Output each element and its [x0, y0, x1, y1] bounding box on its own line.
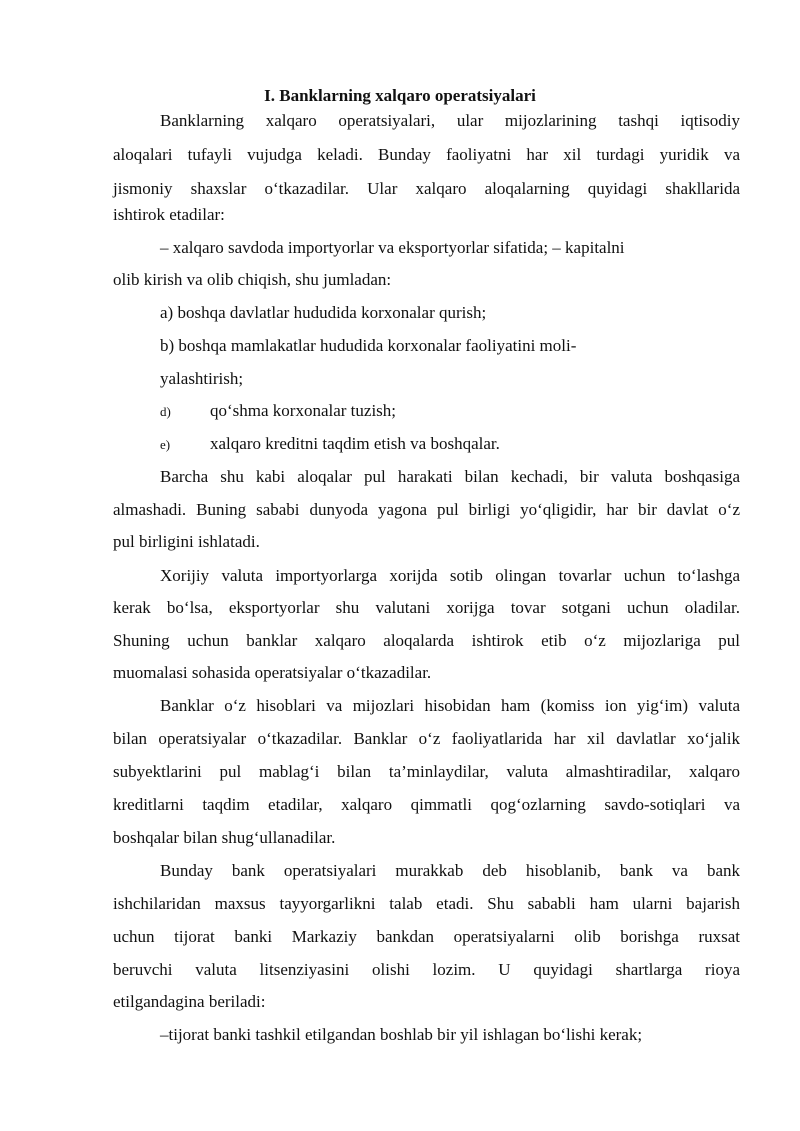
paragraph-line: Xorijiy valuta importyorlarga xorijda sotib olingan tovarlar uchun to‘lashga — [160, 566, 740, 585]
paragraph-line: olib kirish va olib chiqish, shu jumladan: — [113, 270, 392, 289]
paragraph-line: pul birligini ishlatadi. — [113, 532, 260, 551]
paragraph-line: beruvchi valuta litsenziyasini olishi lozim. U quyidagi shartlarga rioya — [113, 960, 740, 979]
paragraph-line: ishchilaridan maxsus tayyorgarlikni talab etadi. Shu sababli ham ularni bajarish — [113, 894, 740, 913]
paragraph-line: Banklar o‘z hisoblari va mijozlari hisobidan ham (komiss ion yig‘im) valuta — [160, 696, 740, 715]
paragraph-line: aloqalari tufayli vujudga keladi. Bunday faoliyatni har xil turdagi yuridik va — [113, 145, 740, 164]
paragraph-line: uchun tijorat banki Markaziy bankdan operatsiyalarni olib borishga ruxsat — [113, 927, 740, 946]
paragraph-line: subyektlarini pul mablag‘i bilan ta’minlaydilar, valuta almashtiradilar, xalqaro — [113, 762, 740, 781]
paragraph-line: Barcha shu kabi aloqalar pul harakati bilan kechadi, bir valuta boshqasiga — [160, 467, 740, 486]
paragraph-line: almashadi. Buning sababi dunyoda yagona pul birligi yo‘qligidir, har bir davlat o‘z — [113, 500, 740, 519]
paragraph-line: kreditlarni taqdim etadilar, xalqaro qimmatli qog‘ozlarning savdo-sotiqlari va — [113, 795, 740, 814]
paragraph-line: bilan operatsiyalar o‘tkazadilar. Banklar o‘z faoliyatlarida har xil davlatlar xo‘jalik — [113, 729, 740, 748]
paragraph-line: jismoniy shaxslar o‘tkazadilar. Ular xalqaro aloqalarning quyidagi shakllarida — [113, 179, 740, 198]
paragraph-line: –tijorat banki tashkil etilgandan boshlab bir yil ishlagan bo‘lishi kerak; — [160, 1025, 643, 1044]
list-marker-e: e) — [160, 437, 171, 452]
list-item-b: b) boshqa mamlakatlar hududida korxonalar faoliyatini moli- — [160, 336, 577, 355]
list-item-a: a) boshqa davlatlar hududida korxonalar qurish; — [160, 303, 487, 322]
list-item-b-continuation: yalashtirish; — [160, 369, 244, 388]
paragraph-line: Shuning uchun banklar xalqaro aloqalarda ishtirok etib o‘z mijozlariga pul — [113, 631, 740, 650]
paragraph-line: – xalqaro savdoda importyorlar va eksportyorlar sifatida; – kapitalni — [160, 238, 625, 257]
paragraph-line: etilgandagina beriladi: — [113, 992, 266, 1011]
list-item-d: qo‘shma korxonalar tuzish; — [210, 401, 397, 420]
paragraph-line: muomalasi sohasida operatsiyalar o‘tkazadilar. — [113, 663, 432, 682]
paragraph-line: ishtirok etadilar: — [113, 205, 225, 224]
list-item-e: xalqaro kreditni taqdim etish va boshqalar. — [210, 434, 500, 453]
paragraph-line: boshqalar bilan shug‘ullanadilar. — [113, 828, 336, 847]
paragraph-line: kerak bo‘lsa, eksportyorlar shu valutani xorijga tovar sotgani uchun oladilar. — [113, 598, 740, 617]
list-marker-d: d) — [160, 404, 171, 419]
section-title: I. Banklarning xalqaro operatsiyalari — [264, 86, 536, 105]
paragraph-line: Banklarning xalqaro operatsiyalari, ular mijozlarining tashqi iqtisodiy — [160, 111, 740, 130]
paragraph-line: Bunday bank operatsiyalari murakkab deb hisoblanib, bank va bank — [160, 861, 740, 880]
